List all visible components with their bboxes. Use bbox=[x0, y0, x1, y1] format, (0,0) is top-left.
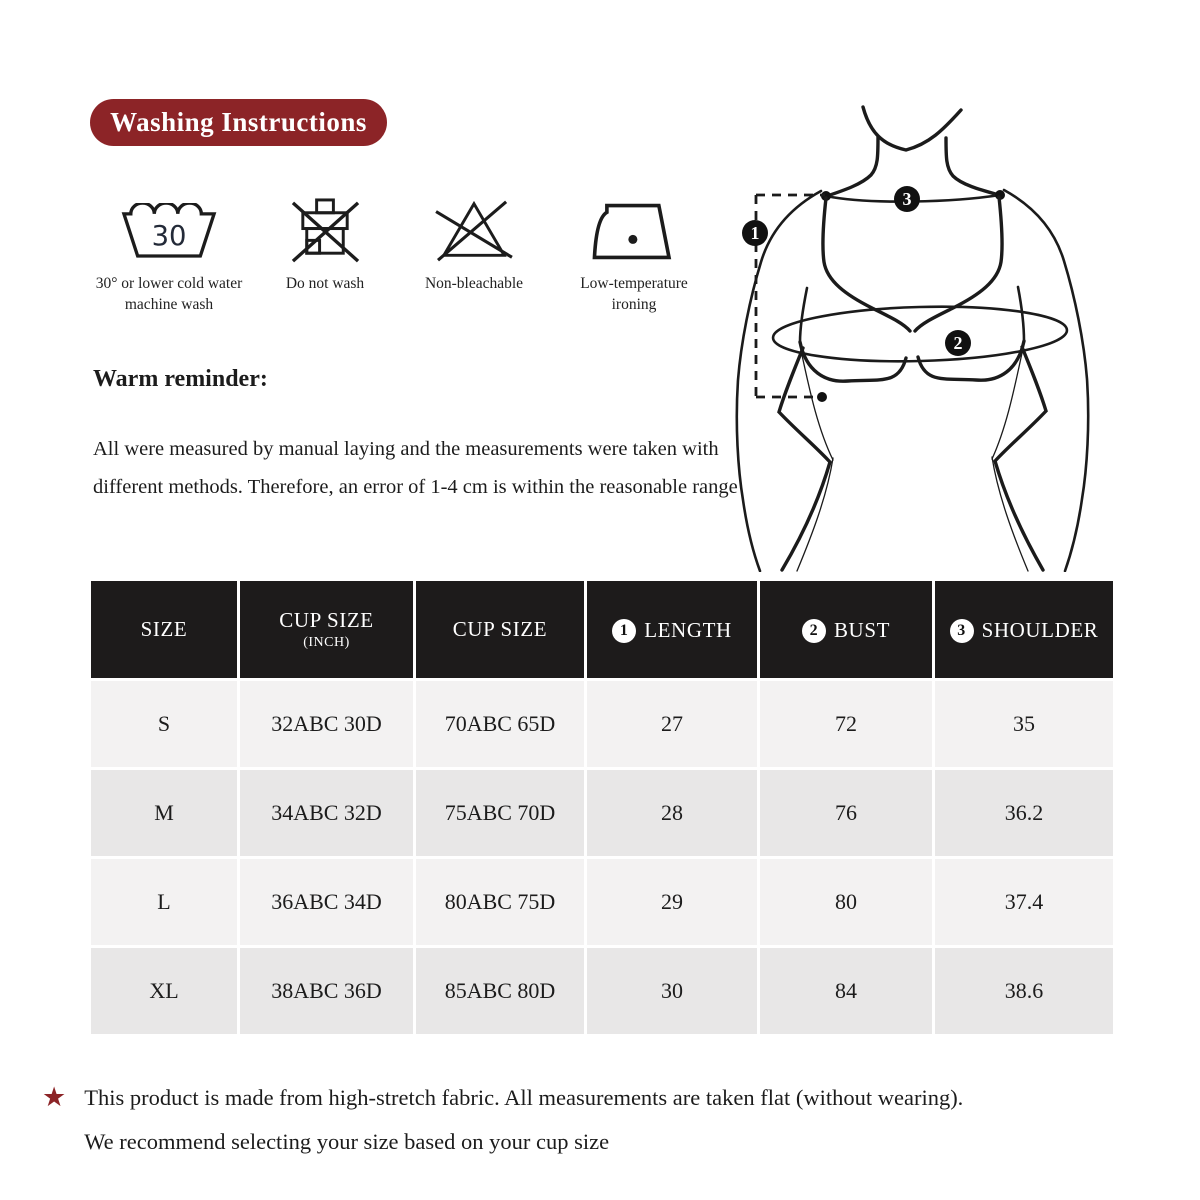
table-cell: 38ABC 36D bbox=[239, 947, 415, 1036]
table-cell: 37.4 bbox=[934, 858, 1115, 947]
table-cell: 75ABC 70D bbox=[415, 769, 586, 858]
table-cell: 76 bbox=[759, 769, 934, 858]
table-header-cell: CUP SIZE bbox=[415, 580, 586, 680]
table-cell: 32ABC 30D bbox=[239, 680, 415, 769]
marker-3-badge bbox=[894, 186, 920, 212]
machine-wash-30-icon bbox=[121, 195, 217, 267]
table-cell: S bbox=[90, 680, 239, 769]
header-number-badge: 1 bbox=[612, 619, 636, 643]
footnote bbox=[42, 1076, 1172, 1164]
size-chart-table bbox=[88, 578, 1116, 1037]
header-number-badge: 3 bbox=[950, 619, 974, 643]
care-label: Do not wash bbox=[285, 275, 365, 292]
table-cell: 70ABC 65D bbox=[415, 680, 586, 769]
table-cell: 29 bbox=[586, 858, 759, 947]
table-row-size-L bbox=[90, 858, 1115, 947]
care-item-non-bleachable bbox=[410, 195, 538, 315]
table-cell: L bbox=[90, 858, 239, 947]
body-measurement-diagram bbox=[700, 80, 1160, 572]
table-cell: 72 bbox=[759, 680, 934, 769]
table-cell: 35 bbox=[934, 680, 1115, 769]
warm-reminder-body: All were measured by manual laying and the measurements were taken with different methods. Therefore, an error of 1-4 cm is within the reasonable range bbox=[93, 438, 738, 498]
size-chart-header-row bbox=[90, 580, 1115, 680]
low-temperature-ironing-icon bbox=[591, 195, 677, 267]
table-row-size-S bbox=[90, 680, 1115, 769]
footnote-line-1: This product is made from high-stretch fabric. All measurements are taken flat (without wearing). bbox=[84, 1085, 964, 1110]
washing-instructions-title: Washing Instructions bbox=[90, 99, 387, 146]
table-row-size-M bbox=[90, 769, 1115, 858]
table-header-cell: 2 BUST bbox=[759, 580, 934, 680]
table-cell: 27 bbox=[586, 680, 759, 769]
table-header-cell: SIZE bbox=[90, 580, 239, 680]
length-measure-dashed-line bbox=[756, 195, 825, 397]
table-cell: 85ABC 80D bbox=[415, 947, 586, 1036]
care-label: Low-temperature ironing bbox=[580, 275, 688, 313]
table-header-row bbox=[90, 580, 1115, 680]
star-icon: ★ bbox=[42, 1082, 67, 1113]
care-item-do-not-wash bbox=[266, 195, 384, 315]
care-item-machine-wash bbox=[88, 195, 250, 315]
table-cell: 80ABC 75D bbox=[415, 858, 586, 947]
header-number-badge: 2 bbox=[802, 619, 826, 643]
table-cell: 34ABC 32D bbox=[239, 769, 415, 858]
table-cell: 84 bbox=[759, 947, 934, 1036]
footnote-text bbox=[84, 1076, 963, 1164]
size-chart-body bbox=[90, 680, 1115, 1036]
care-label: 30° or lower cold water machine wash bbox=[95, 275, 243, 313]
do-not-wash-icon bbox=[290, 195, 361, 267]
table-row-size-XL bbox=[90, 947, 1115, 1036]
svg-text:30: 30 bbox=[151, 220, 187, 252]
table-header-cell: 3 SHOULDER bbox=[934, 580, 1115, 680]
care-label: Non-bleachable bbox=[424, 275, 524, 292]
svg-text:3: 3 bbox=[902, 189, 912, 209]
marker-2-badge bbox=[945, 330, 971, 356]
non-bleachable-icon bbox=[429, 195, 519, 267]
table-cell: 36.2 bbox=[934, 769, 1115, 858]
care-item-low-temp-ironing bbox=[560, 195, 708, 315]
table-header-cell: CUP SIZE (INCH) bbox=[239, 580, 415, 680]
svg-text:2: 2 bbox=[953, 333, 963, 353]
marker-1-badge bbox=[742, 220, 768, 246]
table-cell: XL bbox=[90, 947, 239, 1036]
warm-reminder-heading: Warm reminder: bbox=[93, 366, 268, 392]
table-cell: M bbox=[90, 769, 239, 858]
table-cell: 30 bbox=[586, 947, 759, 1036]
svg-text:1: 1 bbox=[750, 223, 760, 243]
footnote-line-2: We recommend selecting your size based on your cup size bbox=[84, 1129, 610, 1154]
table-cell: 80 bbox=[759, 858, 934, 947]
table-cell: 38.6 bbox=[934, 947, 1115, 1036]
table-header-cell: 1 LENGTH bbox=[586, 580, 759, 680]
table-cell: 28 bbox=[586, 769, 759, 858]
table-cell: 36ABC 34D bbox=[239, 858, 415, 947]
care-icons-row bbox=[88, 195, 708, 315]
